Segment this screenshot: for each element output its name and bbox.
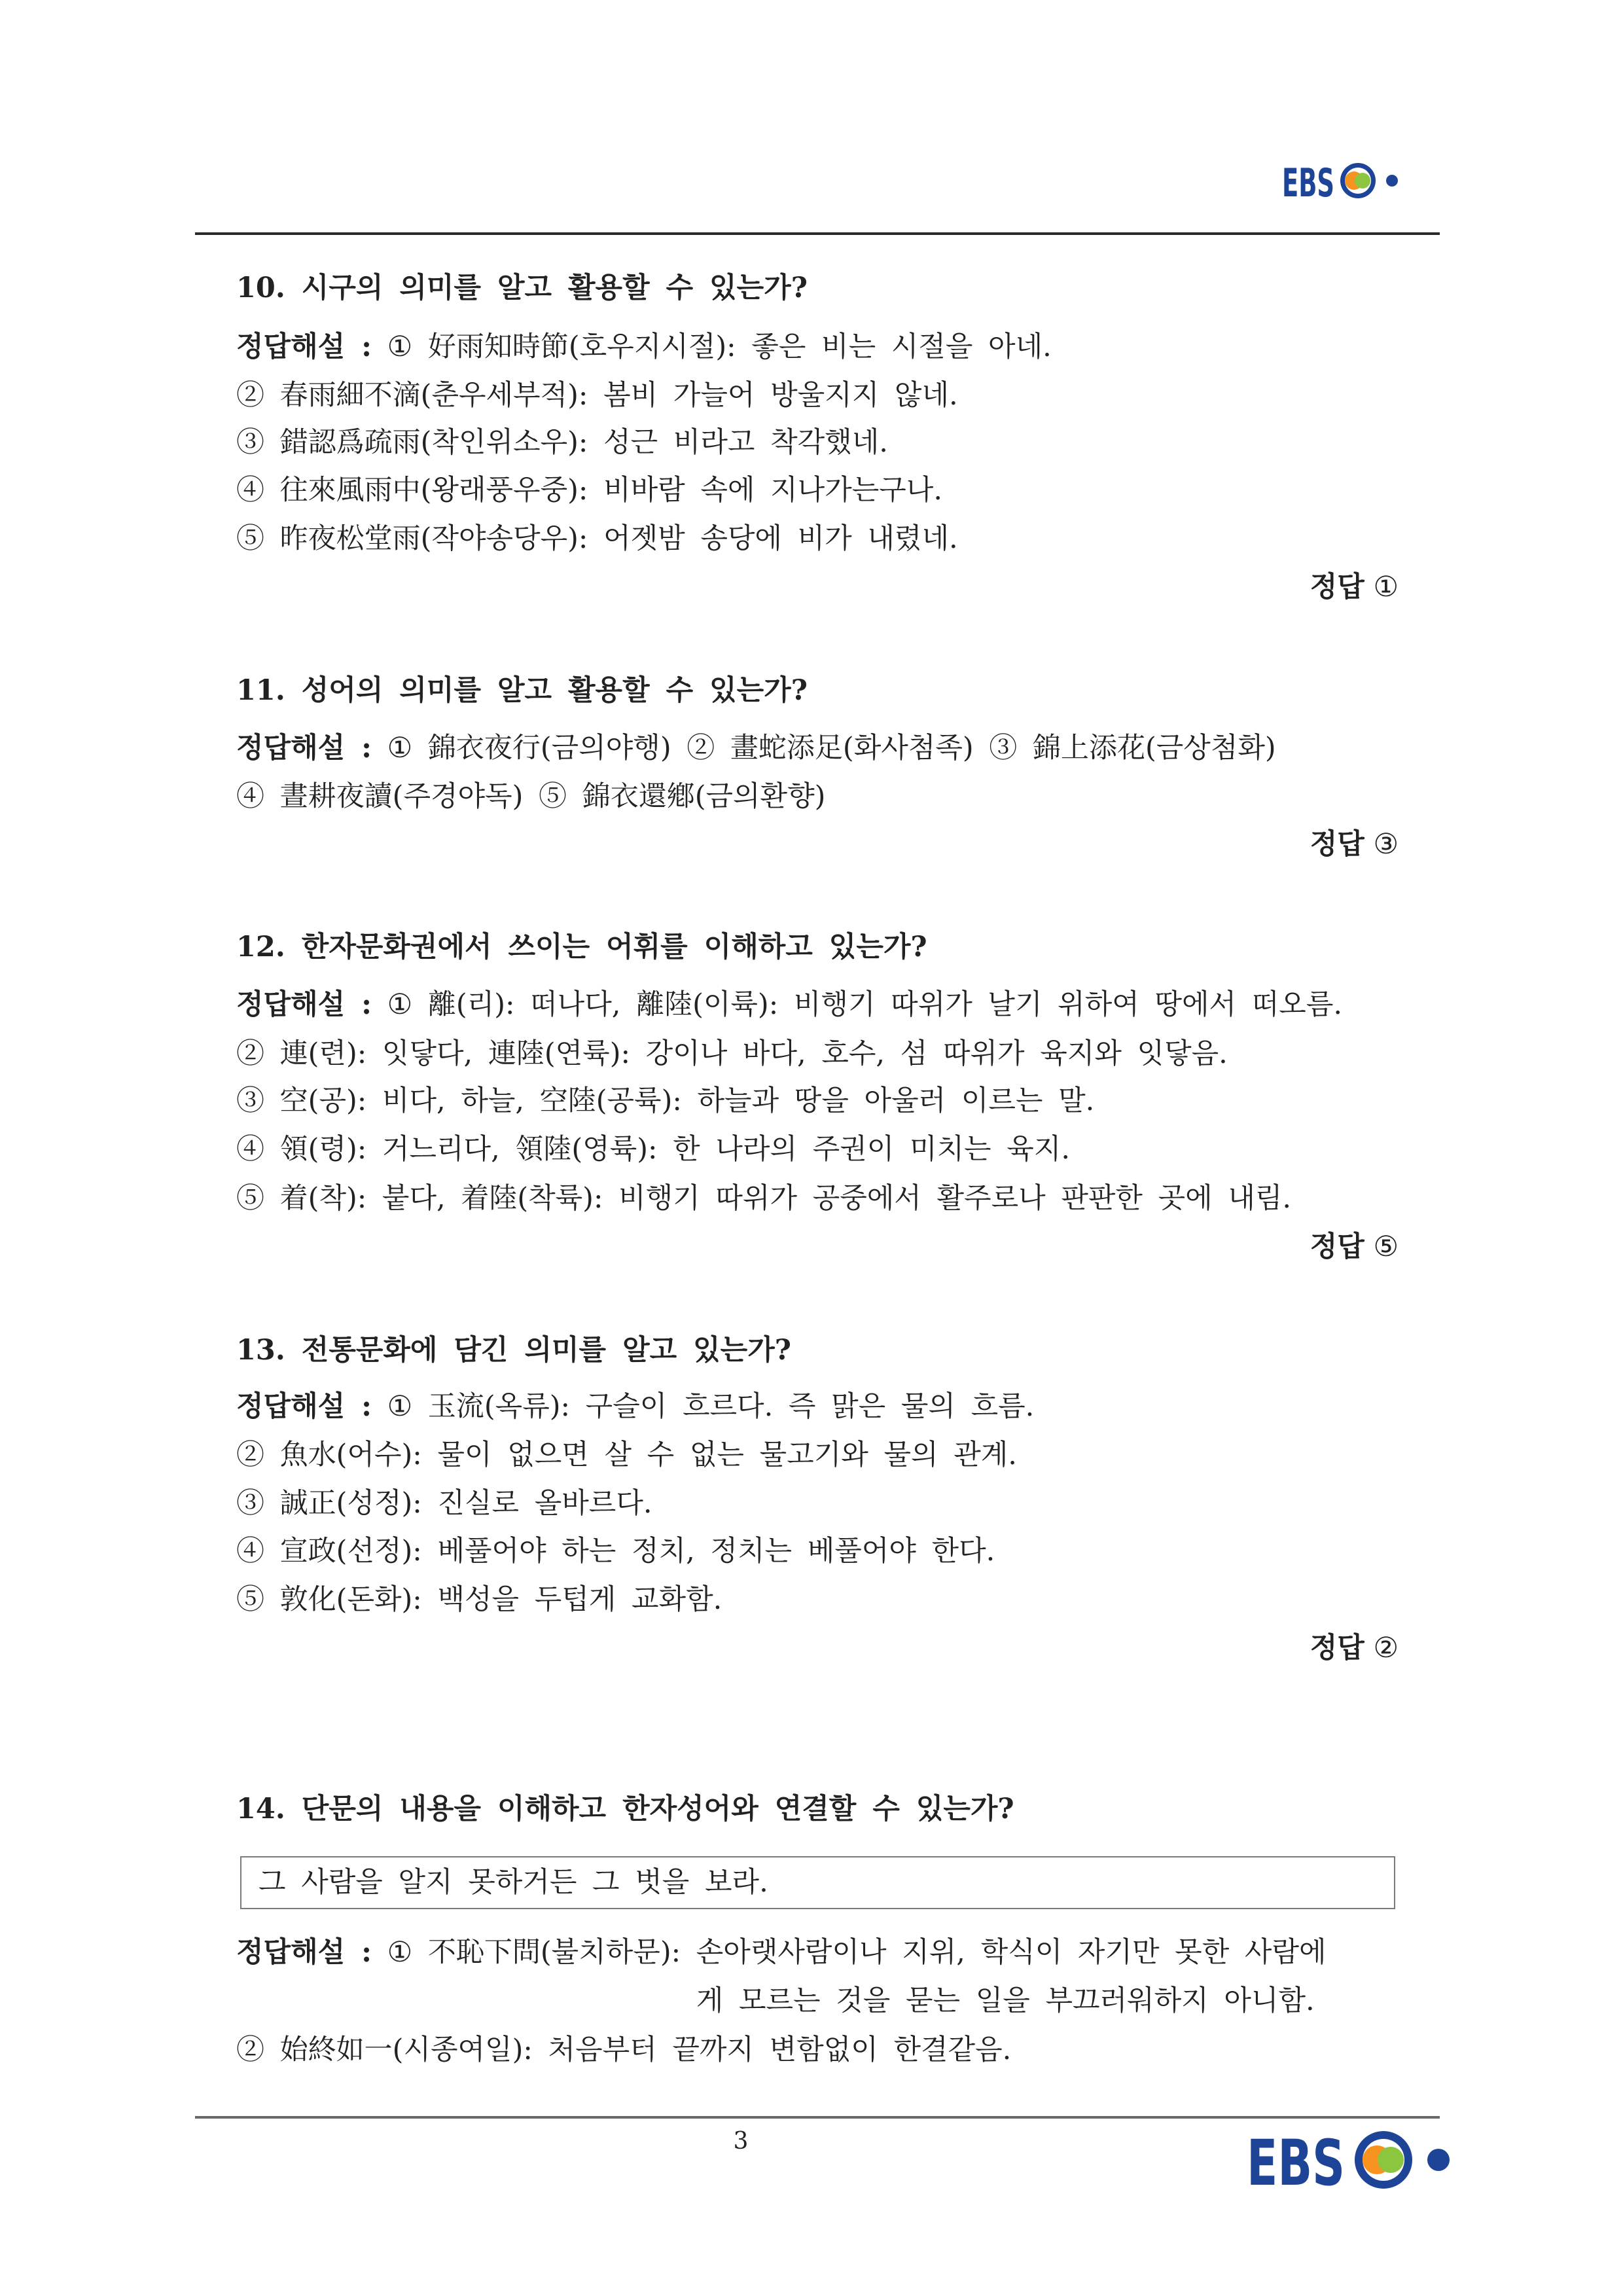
explanation-text-continued: 게 모르는 것을 묻는 일을 부끄러워하지 아니함.	[696, 1984, 1315, 2017]
passage-box: 그 사람을 알지 못하거든 그 벗을 보라.	[240, 1856, 1395, 1909]
explanation-line: ② 春雨細不滴(춘우세부적): 봄비 가늘어 방울지지 않네.	[236, 379, 958, 412]
explanation-label: 정답해설 :	[236, 1936, 372, 1969]
explanation-line: ④ 宣政(선정): 베풀어야 하는 정치, 정치는 베풀어야 한다.	[236, 1535, 995, 1568]
answer-label: 정답	[1310, 1632, 1364, 1664]
explanation-line: ③ 誠正(성정): 진실로 올바르다.	[236, 1487, 652, 1520]
answer-value: ③	[1373, 828, 1399, 861]
explanation-line	[236, 728, 1276, 768]
question-11-title: 11. 성어의 의미를 알고 활용할 수 있는가?	[236, 674, 808, 707]
explanation-text: ① 離(리): 떠나다, 離陸(이륙): 비행기 따위가 날기 위하여 땅에서 떠오름.	[387, 988, 1343, 1021]
explanation-label: 정답해설 :	[236, 988, 372, 1021]
ebs-mark-icon	[1340, 163, 1398, 198]
explanation-line: ④ 領(령): 거느리다, 領陸(영륙): 한 나라의 주권이 미치는 육지.	[236, 1133, 1070, 1166]
ebs-logo-footer	[1243, 2127, 1456, 2190]
explanation-text: 손아랫사람이나 지위, 학식이 자기만 못한 사람에	[696, 1936, 1327, 1969]
question-10-title: 10. 시구의 의미를 알고 활용할 수 있는가?	[236, 272, 808, 304]
answer-value: ②	[1373, 1632, 1399, 1664]
explanation-text: ① 好雨知時節(호우지시절): 좋은 비는 시절을 아네.	[387, 331, 1052, 363]
explanation-line	[236, 2030, 1011, 2070]
answer-label: 정답	[1310, 1230, 1364, 1263]
explanation-line: ⑤ 着(착): 붙다, 着陸(착륙): 비행기 따위가 공중에서 활주로나 판판한 곳에 내림.	[236, 1182, 1292, 1215]
explanation-line	[236, 985, 1342, 1024]
explanation-line: ② 連(련): 잇닿다, 連陸(연륙): 강이나 바다, 호수, 섬 따위가 육지와 잇닿음.	[236, 1037, 1228, 1070]
explanation-line: ⑤ 昨夜松堂雨(작야송당우): 어젯밤 송당에 비가 내렸네.	[236, 522, 958, 555]
answer-value: ⑤	[1373, 1230, 1399, 1263]
page-number: 3	[733, 2128, 749, 2155]
explanation-label: 정답해설 :	[236, 1390, 372, 1423]
explanation-text: ① 玉流(옥류): 구슬이 흐르다. 즉 맑은 물의 흐름.	[387, 1390, 1035, 1423]
answer-label: 정답	[1310, 828, 1364, 861]
explanation-line: ③ 空(공): 비다, 하늘, 空陸(공륙): 하늘과 땅을 아울러 이르는 말.	[236, 1085, 1095, 1117]
question-12-title: 12. 한자문화권에서 쓰이는 어휘를 이해하고 있는가?	[236, 931, 927, 963]
explanation-text-block	[696, 1933, 1327, 2030]
question-14-title: 14. 단문의 내용을 이해하고 한자성어와 연결할 수 있는가?	[236, 1793, 1014, 1825]
logo-text: EBS	[1282, 160, 1334, 202]
answer-value: ①	[1373, 571, 1399, 603]
answer-line	[1310, 1227, 1399, 1266]
explanation-label: 정답해설 :	[236, 331, 372, 363]
explanation-line	[236, 1933, 1327, 2030]
explanation-line: ④ 晝耕夜讀(주경야독) ⑤ 錦衣還鄕(금의환향)	[236, 780, 826, 813]
footer-divider	[195, 2116, 1440, 2119]
explanation-prefix: ① 不恥下問(불치하문):	[387, 1936, 681, 1969]
explanation-line: ④ 往來風雨中(왕래풍우중): 비바람 속에 지나가는구나.	[236, 474, 942, 507]
explanation-line: ③ 錯認爲疏雨(착인위소우): 성근 비라고 착각했네.	[236, 426, 888, 459]
explanation-text: ① 錦衣夜行(금의야행) ② 畫蛇添足(화사첨족) ③ 錦上添花(금상첨화)	[387, 732, 1276, 764]
logo-text: EBS	[1247, 2127, 1345, 2190]
explanation-line	[236, 1387, 1034, 1426]
explanation-line	[236, 327, 1052, 367]
answer-line	[1310, 567, 1399, 607]
explanation-line: ② 魚水(어수): 물이 없으면 살 수 없는 물고기와 물의 관계.	[236, 1439, 1017, 1471]
answer-line	[1310, 1628, 1399, 1668]
explanation-prefix: ② 始終如一(시종여일):	[236, 2034, 533, 2066]
ebs-logo-header	[1280, 159, 1401, 202]
header-divider	[195, 232, 1440, 235]
explanation-line: ⑤ 敦化(돈화): 백성을 두텁게 교화함.	[236, 1583, 722, 1616]
answer-label: 정답	[1310, 571, 1364, 603]
answer-line	[1310, 825, 1399, 864]
ebs-mark-icon	[1355, 2131, 1450, 2189]
explanation-label: 정답해설 :	[236, 732, 372, 764]
question-13-title: 13. 전통문화에 담긴 의미를 알고 있는가?	[236, 1334, 791, 1367]
explanation-text: 처음부터 끝까지 변함없이 한결같음.	[548, 2034, 1012, 2066]
